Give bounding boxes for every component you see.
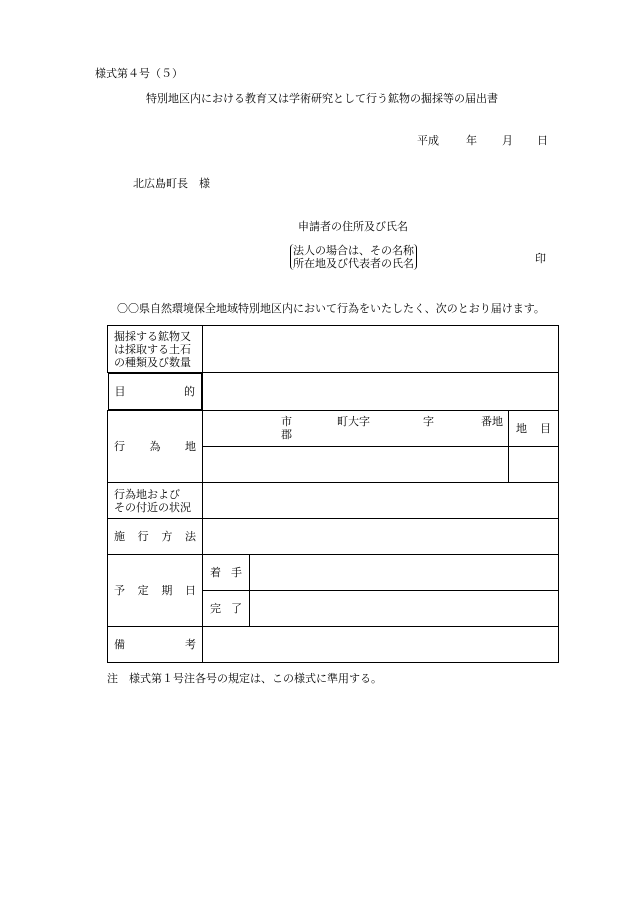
intro-statement: 〇〇県自然環境保全地域特別地区内において行為をいたしたく、次のとおり届けます。: [117, 302, 545, 315]
field-site-address[interactable]: 市 郡 町大字 字 番地: [203, 411, 509, 447]
label-purpose: 目 的: [108, 373, 203, 410]
row-site-address: [108, 411, 559, 447]
field-land-category[interactable]: [509, 447, 559, 483]
date-day: 日: [537, 134, 548, 147]
label-method: 施 行 方 法: [108, 519, 203, 555]
label-start: 着 手: [203, 555, 250, 591]
field-site-detail[interactable]: [203, 447, 509, 483]
row-purpose: [108, 373, 559, 411]
label-end: 完 了: [203, 591, 250, 627]
field-notes[interactable]: [203, 627, 559, 663]
footnote: 注 様式第１号注各号の規定は、この様式に準用する。: [107, 672, 382, 685]
addressee: 北広島町長 様: [133, 177, 210, 190]
label-site: 行 為 地: [108, 411, 203, 483]
corporate-note-line1: 法人の場合は、その名称: [293, 244, 414, 257]
form-number: 様式第４号（５）: [95, 67, 183, 80]
field-end-date[interactable]: [250, 591, 559, 627]
label-land-category: 地 目: [509, 411, 559, 447]
applicant-label: 申請者の住所及び氏名: [298, 220, 408, 233]
row-method: [108, 519, 559, 555]
corporate-note: [290, 244, 417, 270]
seal-mark: 印: [535, 252, 546, 265]
label-minerals: 掘採する鉱物又 は採取する土石 の種類及び数量: [108, 326, 203, 373]
document-title: 特別地区内における教育又は学術研究として行う鉱物の掘採等の届出書: [146, 92, 498, 105]
date-month: 月: [502, 134, 513, 147]
field-purpose[interactable]: [203, 373, 559, 411]
row-surroundings: [108, 483, 559, 519]
notification-table: [107, 325, 559, 663]
label-schedule: 予 定 期 日: [108, 555, 203, 627]
label-notes: 備 考: [108, 627, 203, 663]
field-method[interactable]: [203, 519, 559, 555]
row-notes: [108, 627, 559, 663]
field-minerals[interactable]: [203, 326, 559, 373]
row-schedule-start: [108, 555, 559, 591]
date-era: 平成: [417, 134, 439, 147]
corporate-note-line2: 所在地及び代表者の氏名: [293, 257, 414, 270]
date-year: 年: [466, 134, 477, 147]
row-minerals: [108, 326, 559, 373]
field-surroundings[interactable]: [203, 483, 559, 519]
field-start-date[interactable]: [250, 555, 559, 591]
label-surroundings: 行為地および その付近の状況: [108, 483, 203, 519]
